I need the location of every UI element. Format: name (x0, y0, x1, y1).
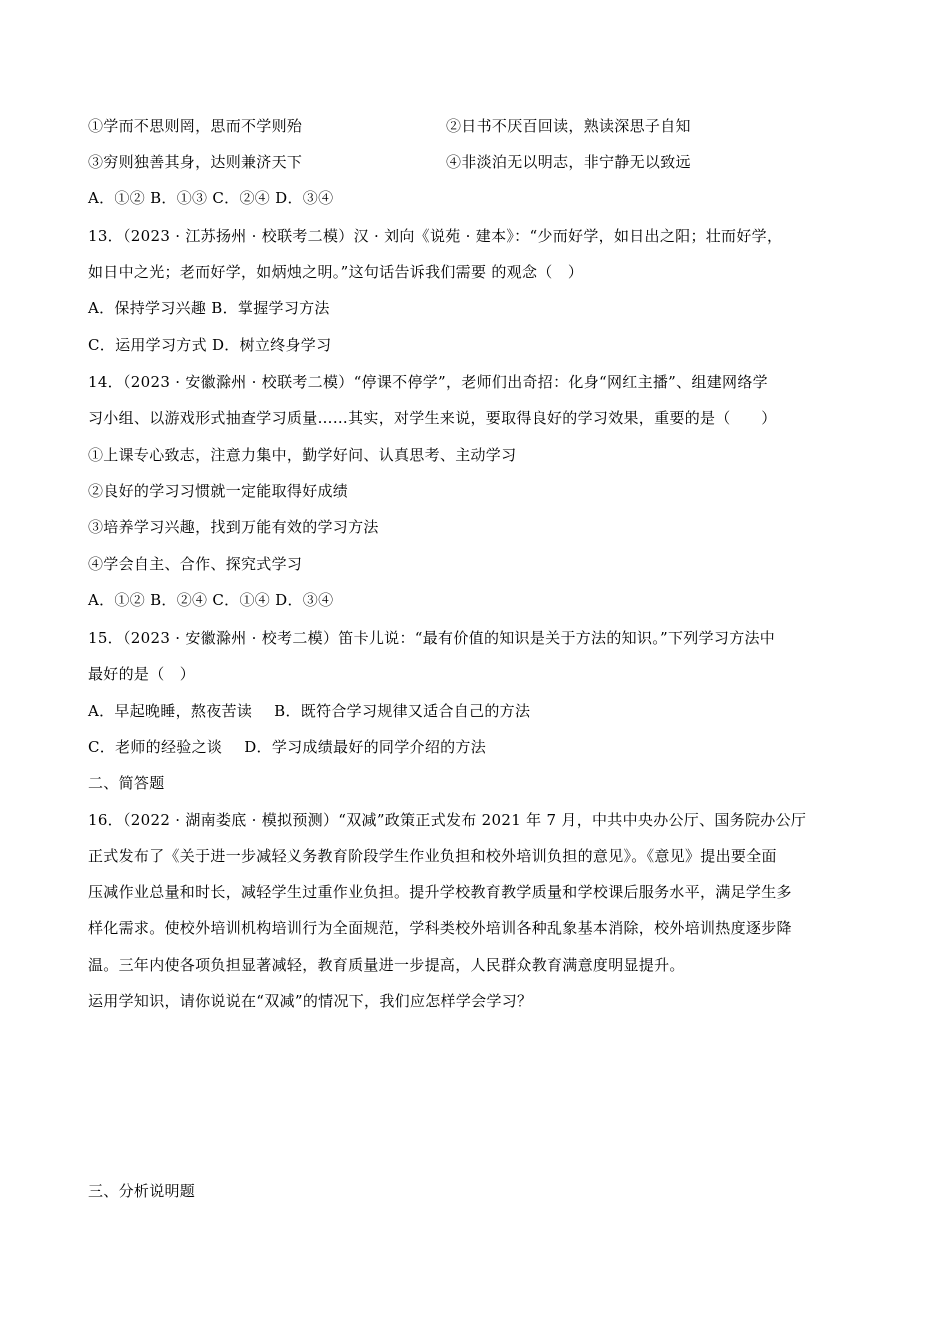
q14-option-4: ④学会自主、合作、探究式学习 (88, 555, 303, 573)
q15-choices-cd (88, 737, 868, 757)
q16-stem-line-1: 16．（2022 · 湖南娄底 · 模拟预测）“双减”政策正式发布 2021 年 7 月，中共中央办公厅、国务院办公厅 (88, 811, 807, 829)
q14-option-3: ③培养学习兴趣，找到万能有效的学习方法 (88, 518, 379, 536)
q15-choice-a: A．早起晚睡，熬夜苦读 (88, 702, 253, 720)
q13-choices-cd: C．运用学习方式 D．树立终身学习 (88, 336, 332, 354)
q16-stem-line-4: 样化需求。使校外培训机构培训行为全面规范，学科类校外培训各种乱象基本消除，校外培训热度逐步降 (88, 919, 792, 937)
q12-option-3: ③穷则独善其身，达则兼济天下 (88, 153, 303, 171)
q14-choices: A．①② B．②④ C．①④ D．③④ (88, 591, 334, 609)
q16-stem-line-2: 正式发布了《关于进一步减轻义务教育阶段学生作业负担和校外培训负担的意见》。《意见》提出要全面 (88, 847, 777, 865)
q12-option-1: ①学而不思则罔，思而不学则殆 (88, 117, 303, 135)
section-heading-analysis: 三、分析说明题 (88, 1182, 196, 1200)
q13-stem-line-2: 如日中之光；老而好学，如炳烛之明。”这句话告诉我们需要 的观念（ ） (88, 263, 584, 281)
q15-choice-c: C．老师的经验之谈 (88, 738, 223, 756)
q12-option-2: ②日书不厌百回读，熟读深思子自知 (446, 117, 691, 135)
section-heading-short-answer: 二、简答题 (88, 774, 165, 792)
q15-stem-line-1: 15．（2023 · 安徽滁州 · 校考二模）笛卡儿说：“最有价值的知识是关于方法的知识。”下列学习方法中 (88, 629, 776, 647)
q16-question: 运用学知识，请你说说在“双减”的情况下，我们应怎样学会学习？ (88, 992, 533, 1010)
q12-option-4: ④非淡泊无以明志，非宁静无以致远 (446, 153, 691, 171)
q16-stem-line-3: 压减作业总量和时长，减轻学生过重作业负担。提升学校教育教学质量和学校课后服务水平，满足学生多 (88, 883, 792, 901)
q15-stem-line-2: 最好的是（ ） (88, 665, 196, 683)
q15-choices-ab (88, 701, 868, 721)
q13-stem-line-1: 13．（2023 · 江苏扬州 · 校联考二模）汉 · 刘向《说苑 · 建本》：“少而好学，如日出之阳；壮而好学， (88, 227, 783, 245)
q12-options-row-1 (88, 116, 868, 136)
q14-stem-line-1: 14．（2023 · 安徽滁州 · 校联考二模）“停课不停学”，老师们出奇招：化身“网红主播”、组建网络学 (88, 373, 768, 391)
q14-option-1: ①上课专心致志，注意力集中，勤学好问、认真思考、主动学习 (88, 446, 517, 464)
q15-choice-b: B．既符合学习规律又适合自己的方法 (274, 702, 531, 720)
q14-option-2: ②良好的学习习惯就一定能取得好成绩 (88, 482, 349, 500)
q13-choices-ab: A．保持学习兴趣 B．掌握学习方法 (88, 299, 330, 317)
q12-options-row-2 (88, 152, 868, 172)
q12-choices: A．①② B．①③ C．②④ D．③④ (88, 189, 334, 207)
q15-choice-d: D．学习成绩最好的同学介绍的方法 (244, 738, 487, 756)
q16-stem-line-5: 温。三年内使各项负担显著减轻，教育质量进一步提高，人民群众教育满意度明显提升。 (88, 956, 685, 974)
q14-stem-line-2: 习小组、以游戏形式抽查学习质量……其实，对学生来说，要取得良好的学习效果，重要的是（ ） (88, 409, 777, 427)
